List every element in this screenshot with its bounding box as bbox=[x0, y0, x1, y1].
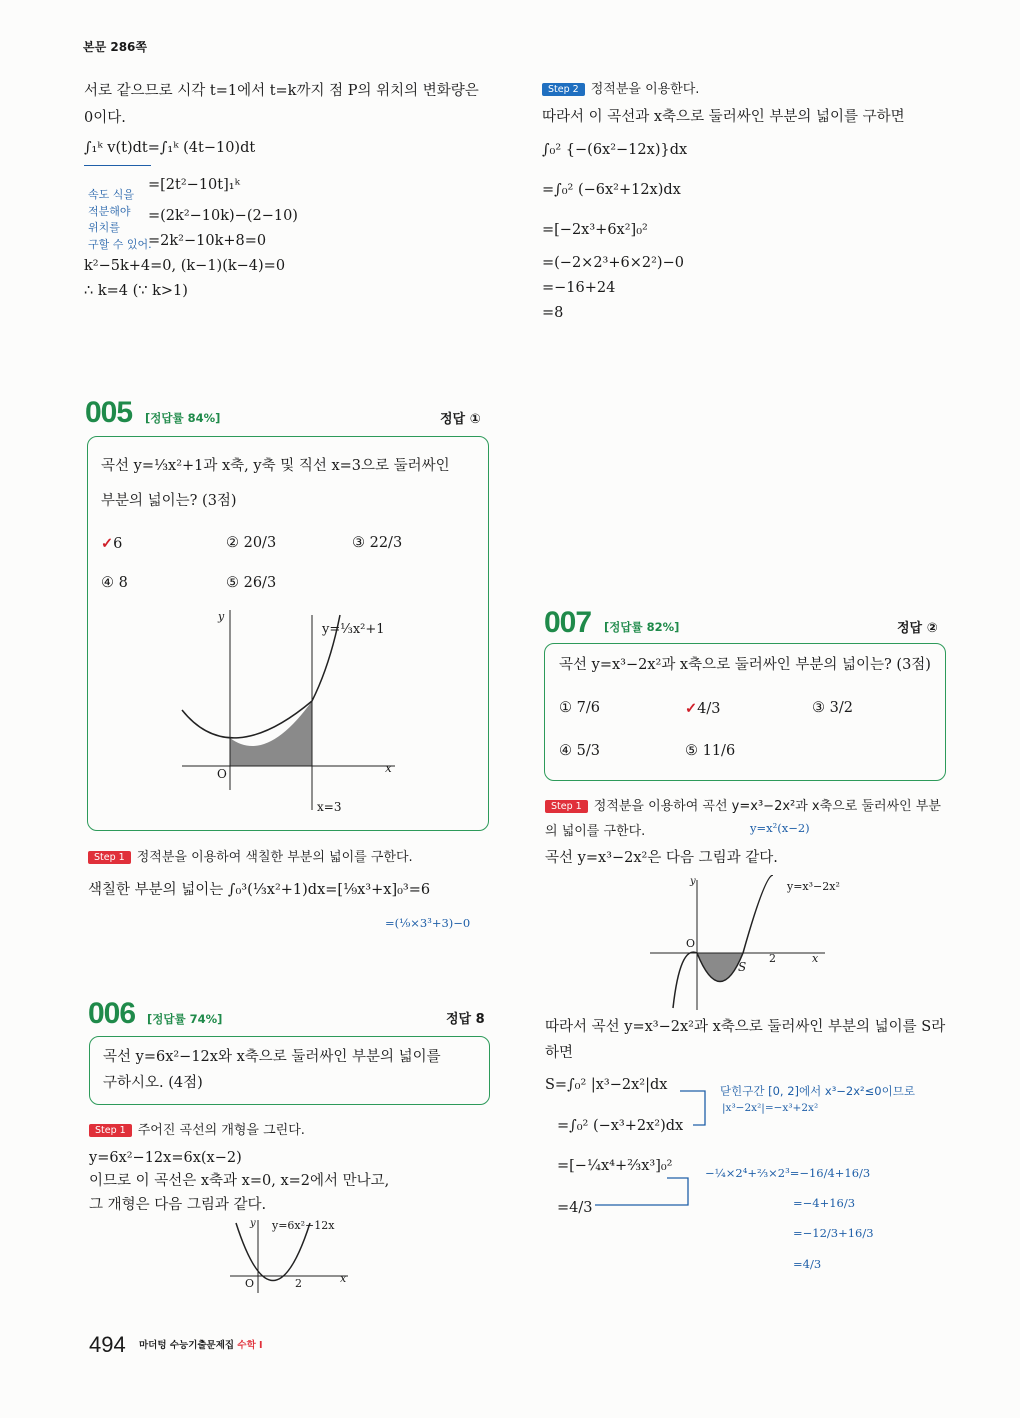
note-line: 구할 수 있어. bbox=[88, 237, 152, 251]
step-title: 정적분을 이용한다. bbox=[590, 82, 700, 97]
problem-box bbox=[89, 1036, 490, 1105]
text-line: y=6x²−12x=6x(x−2) bbox=[89, 1150, 242, 1166]
equation: S=∫₀² |x³−2x²|dx bbox=[545, 1077, 668, 1093]
note-line: 위치를 bbox=[88, 221, 120, 234]
subject: 수학 I bbox=[237, 1340, 263, 1351]
text-line: 곡선 y=x³−2x²은 다음 그림과 같다. bbox=[545, 850, 778, 866]
book-name: 마더텅 수능기출문제집 bbox=[139, 1340, 235, 1351]
x-axis-label: x bbox=[812, 952, 819, 965]
x-axis-label: x bbox=[340, 1272, 347, 1285]
text-line: 그 개형은 다음 그림과 같다. bbox=[89, 1197, 267, 1213]
annotation-arrows bbox=[585, 1085, 720, 1210]
text-line: 서로 같으므로 시각 t=1에서 t=k까지 점 P의 위치의 변화량은 bbox=[84, 83, 479, 99]
y-axis-label: y bbox=[218, 610, 225, 623]
equation: =(−2×2³+6×2²)−0 bbox=[542, 255, 684, 271]
step-heading bbox=[88, 850, 413, 866]
text-line: 이므로 이 곡선은 x축과 x=0, x=2에서 만나고, bbox=[89, 1173, 390, 1189]
solution-line: 색칠한 부분의 넓이는 ∫₀³(⅓x²+1)dx=[⅑x³+x]₀³=6 bbox=[88, 882, 431, 898]
side-note bbox=[88, 187, 152, 253]
note-line: 적분해야 bbox=[88, 204, 131, 218]
equation: ∫₁ᵏ v(t)dt=∫₁ᵏ (4t−10)dt bbox=[84, 140, 256, 156]
question-text: 곡선 y=⅓x²+1과 x축, y축 및 직선 x=3으로 둘러싸인 bbox=[101, 458, 450, 474]
side-note: 닫힌구간 [0, 2]에서 x³−2x²≤0이므로 bbox=[720, 1084, 915, 1098]
choice-text: 4/3 bbox=[697, 701, 721, 717]
equation: =∫₀² (−x³+2x²)dx bbox=[557, 1118, 684, 1134]
equation: =[−¼x⁴+⅔x³]₀² bbox=[557, 1158, 673, 1174]
y-axis-label: y bbox=[250, 1218, 256, 1229]
choice-1[interactable] bbox=[101, 535, 122, 553]
question-text: 곡선 y=6x²−12x와 x축으로 둘러싸인 부분의 넓이를 bbox=[103, 1049, 441, 1065]
equation: =[2t²−10t]₁ᵏ bbox=[148, 177, 240, 193]
choice-3[interactable]: ③ 22/3 bbox=[352, 535, 403, 551]
step-title: 정적분을 이용하여 곡선 y=x³−2x²과 x축으로 둘러싸인 부분 bbox=[593, 799, 941, 814]
problem-number: 006 bbox=[88, 997, 136, 1030]
side-note: |x³−2x²|=−x³+2x² bbox=[722, 1102, 819, 1114]
question-text: 부분의 넓이는? (3점) bbox=[101, 493, 237, 509]
choice-2[interactable]: ② 20/3 bbox=[226, 535, 277, 551]
answer-label: 정답 ② bbox=[897, 621, 938, 636]
accuracy-rate: [정답률 82%] bbox=[604, 620, 680, 634]
equation: k²−5k+4=0, (k−1)(k−4)=0 bbox=[84, 258, 286, 274]
step-badge: Step 1 bbox=[545, 800, 588, 813]
accuracy-rate: [정답률 74%] bbox=[147, 1012, 223, 1026]
page-ref: 본문 286쪽 bbox=[83, 40, 148, 54]
curve-label: y=⅓x²+1 bbox=[322, 622, 385, 637]
origin-label: O bbox=[217, 767, 227, 781]
origin-label: O bbox=[245, 1277, 255, 1290]
line-label: x=3 bbox=[317, 800, 342, 814]
step-title: 주어진 곡선의 개형을 그린다. bbox=[137, 1123, 305, 1138]
side-note: =−4+16/3 bbox=[793, 1196, 856, 1210]
curve-label: y=6x²−12x bbox=[272, 1219, 335, 1232]
tick-label: 2 bbox=[769, 952, 776, 965]
page-number: 494 bbox=[89, 1332, 126, 1357]
step-heading bbox=[545, 799, 941, 815]
equation: ∫₀² {−(6x²−12x)}dx bbox=[542, 142, 688, 158]
curve-label: y=x³−2x² bbox=[787, 880, 840, 893]
tick-label: 2 bbox=[295, 1277, 302, 1290]
region-label: S bbox=[738, 960, 747, 974]
choice-2[interactable] bbox=[685, 700, 721, 718]
origin-label: O bbox=[686, 937, 696, 950]
step-heading bbox=[542, 82, 699, 98]
choice-1[interactable]: ① 7/6 bbox=[559, 700, 600, 716]
equation: =8 bbox=[542, 305, 564, 321]
y-axis-label: y bbox=[690, 876, 696, 887]
text-line: 따라서 곡선 y=x³−2x²과 x축으로 둘러싸인 부분의 넓이를 S라 bbox=[545, 1019, 946, 1035]
equation: =(2k²−10k)−(2−10) bbox=[148, 208, 298, 224]
choice-4[interactable]: ④ 5/3 bbox=[559, 743, 600, 759]
text-line: 0이다. bbox=[84, 110, 126, 126]
step-title-cont: 의 넓이를 구한다. bbox=[545, 824, 646, 839]
equation: =2k²−10k+8=0 bbox=[148, 233, 267, 249]
note-line: 속도 식을 bbox=[88, 188, 135, 201]
step-badge: Step 2 bbox=[542, 83, 585, 96]
step-badge: Step 1 bbox=[89, 1124, 132, 1137]
problem-number: 007 bbox=[544, 606, 592, 639]
choice-text: 6 bbox=[113, 536, 123, 552]
choice-3[interactable]: ③ 3/2 bbox=[812, 700, 853, 716]
equation: ∴ k=4 (∵ k>1) bbox=[84, 283, 188, 299]
step-badge: Step 1 bbox=[88, 851, 131, 864]
side-note: =−12/3+16/3 bbox=[793, 1226, 874, 1240]
equation: =∫₀² (−6x²+12x)dx bbox=[542, 182, 681, 198]
choice-5[interactable]: ⑤ 11/6 bbox=[685, 743, 736, 759]
book-title bbox=[139, 1340, 263, 1351]
check-mark-icon: ✓ bbox=[685, 700, 698, 717]
x-axis-label: x bbox=[385, 761, 392, 775]
answer-label: 정답 ① bbox=[440, 412, 481, 427]
step-title: 정적분을 이용하여 색칠한 부분의 넓이를 구한다. bbox=[136, 850, 413, 865]
side-note: =4/3 bbox=[793, 1257, 822, 1271]
side-note: y=x²(x−2) bbox=[750, 821, 810, 835]
side-note: −¼×2⁴+⅔×2³=−16/4+16/3 bbox=[705, 1166, 871, 1180]
question-text: 구하시오. (4점) bbox=[103, 1075, 203, 1091]
text-line: 하면 bbox=[545, 1045, 574, 1061]
side-note: =(⅑×3³+3)−0 bbox=[385, 916, 471, 930]
choice-4[interactable]: ④ 8 bbox=[101, 575, 128, 591]
choice-5[interactable]: ⑤ 26/3 bbox=[226, 575, 277, 591]
problem-number: 005 bbox=[85, 396, 133, 429]
equation: =4/3 bbox=[557, 1200, 593, 1216]
equation: =[−2x³+6x²]₀² bbox=[542, 222, 648, 238]
check-mark-icon: ✓ bbox=[101, 535, 114, 552]
answer-label: 정답 8 bbox=[446, 1012, 485, 1027]
accuracy-rate: [정답률 84%] bbox=[145, 411, 221, 425]
graph-007 bbox=[645, 875, 830, 1010]
step-heading bbox=[89, 1123, 305, 1139]
question-text: 곡선 y=x³−2x²과 x축으로 둘러싸인 부분의 넓이는? (3점) bbox=[559, 657, 931, 673]
equation: =−16+24 bbox=[542, 280, 616, 296]
underline bbox=[84, 165, 151, 166]
text-line: 따라서 이 곡선과 x축으로 둘러싸인 부분의 넓이를 구하면 bbox=[542, 109, 905, 125]
